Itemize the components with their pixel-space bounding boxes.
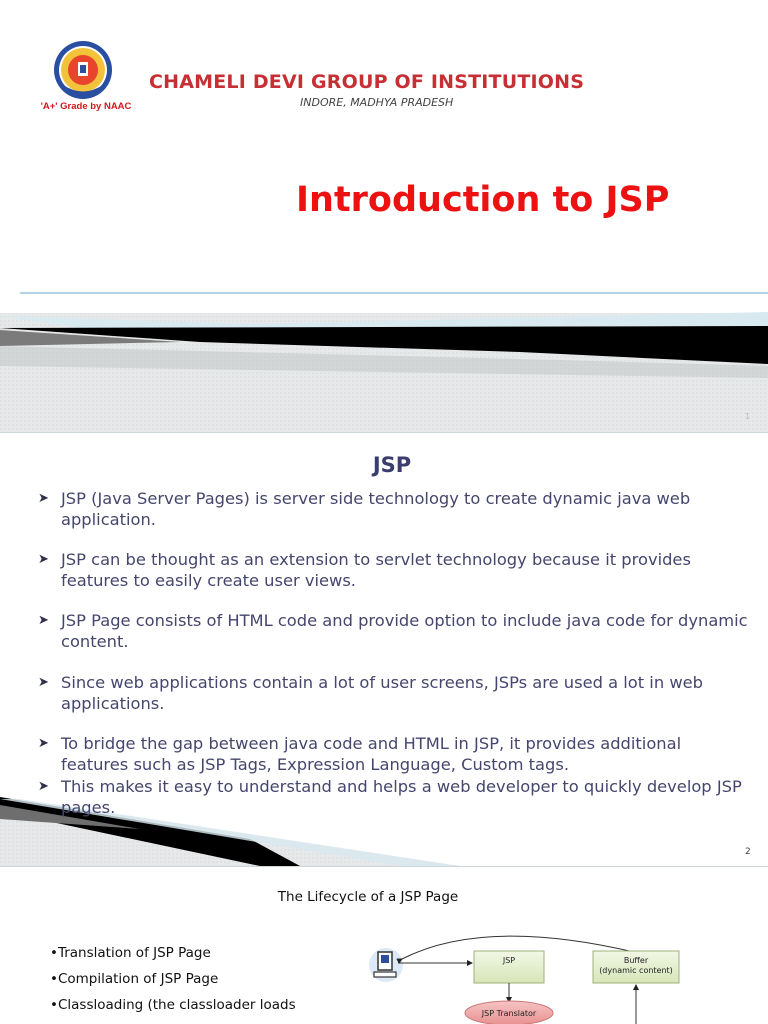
- lifecycle-step: •Classloading (the classloader loads: [50, 997, 296, 1013]
- bullet-item: [38, 776, 753, 818]
- slide-title: [0, 0, 768, 432]
- buffer-box-sublabel: (dynamic content): [599, 966, 673, 975]
- bullet-item: [38, 549, 753, 591]
- jsp-translator-label: JSP Translator: [481, 1009, 537, 1018]
- computer-icon: [369, 948, 403, 982]
- arrow-bullet-icon: ➤: [38, 613, 49, 628]
- page-number: 1: [745, 412, 751, 421]
- slide-title-heading: Introduction to JSP: [296, 180, 670, 220]
- arrow-bullet-icon: ➤: [38, 779, 49, 794]
- buffer-box-label: Buffer: [623, 956, 649, 965]
- institution-logo: [38, 40, 134, 118]
- arrow-bullet-icon: ➤: [38, 736, 49, 751]
- institution-name: CHAMELI DEVI GROUP OF INSTITUTIONS: [149, 71, 585, 93]
- institution-seal-icon: [52, 40, 118, 102]
- arrow-bullet-icon: ➤: [38, 491, 49, 506]
- lifecycle-list: [50, 944, 296, 1022]
- lifecycle-step: •Translation of JSP Page: [50, 945, 211, 961]
- bullet-text: JSP (Java Server Pages) is server side technology to create dynamic java web application.: [61, 489, 691, 529]
- naac-grade-caption: 'A+' Grade by NAAC: [40, 101, 132, 112]
- bullet-text: Since web applications contain a lot of user screens, JSPs are used a lot in web applications.: [61, 673, 703, 713]
- bullet-item: [38, 488, 753, 530]
- bullet-item: [38, 610, 753, 652]
- bullet-text: JSP can be thought as an extension to servlet technology because it provides features to easily create user views.: [61, 550, 691, 590]
- page-number: 2: [745, 847, 751, 857]
- lifecycle-step: •Compilation of JSP Page: [50, 971, 219, 987]
- institution-location: INDORE, MADHYA PRADESH: [300, 96, 454, 109]
- arrow-bullet-icon: ➤: [38, 675, 49, 690]
- slide-jsp-overview: [0, 433, 768, 866]
- section-heading: JSP: [372, 453, 412, 477]
- slide-jsp-lifecycle: [0, 867, 768, 1024]
- bullet-item: [38, 733, 753, 775]
- bullet-text: To bridge the gap between java code and HTML in JSP, it provides additional features such as JSP Tags, Expression Language, Custom tags.: [61, 734, 682, 774]
- bullet-text: This makes it easy to understand and helps a web developer to quickly develop JSP pages.: [61, 777, 742, 817]
- bullet-text: JSP Page consists of HTML code and provide option to include java code for dynamic content.: [61, 611, 748, 651]
- arrow-bullet-icon: ➤: [38, 552, 49, 567]
- decorative-swoosh: [0, 288, 768, 432]
- jsp-box-label: JSP: [502, 956, 516, 965]
- lifecycle-diagram: [364, 922, 694, 1024]
- lifecycle-title: The Lifecycle of a JSP Page: [277, 889, 459, 905]
- bullet-item: [38, 672, 753, 714]
